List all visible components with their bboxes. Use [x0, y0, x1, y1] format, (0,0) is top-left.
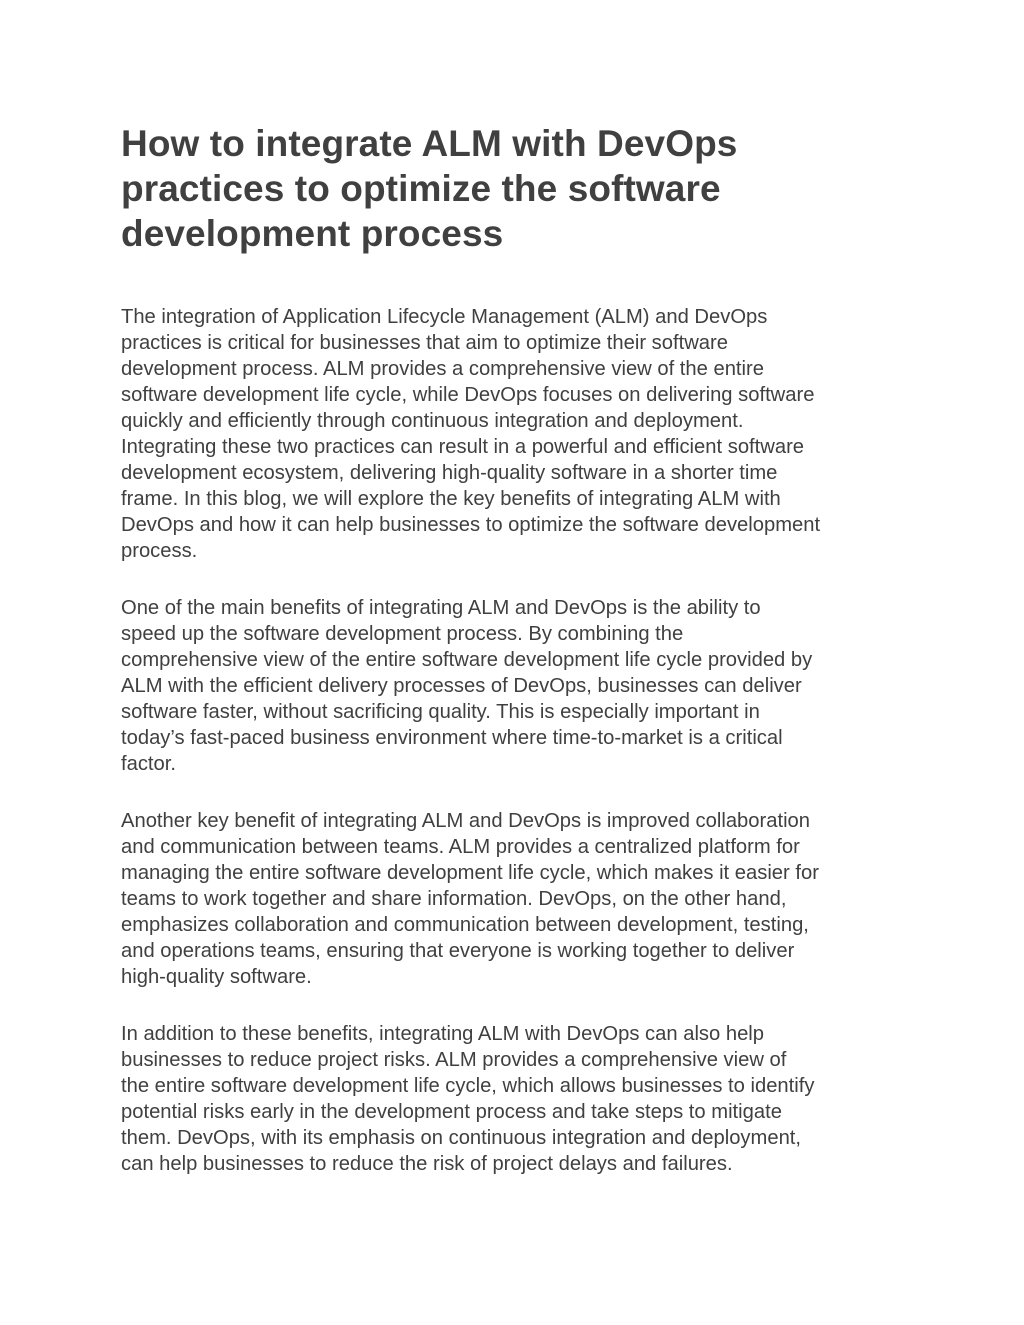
paragraph-collaboration: Another key benefit of integrating ALM and DevOps is improved collaboration and communication between teams. ALM provides a centralized platform for managing the entire software development life cycle, which makes it easier for teams to work together and share information. DevOps, on the other hand, emphasizes collaboration and communication between development, testing, and operations teams, ensuring that everyone is working together to deliver high-quality software. [121, 810, 819, 988]
article [121, 121, 921, 1177]
paragraph-intro: The integration of Application Lifecycle Management (ALM) and DevOps practices is critical for businesses that aim to optimize their software development process. ALM provides a comprehensive view of the entire software development life cycle, while DevOps focuses on delivering software quickly and efficiently through continuous integration and deployment. Integrating these two practices can result in a powerful and efficient software development ecosystem, delivering high-quality software in a shorter time frame. In this blog, we will explore the key benefits of integrating ALM with DevOps and how it can help businesses to optimize the software development process. [121, 306, 821, 562]
paragraph-speed: One of the main benefits of integrating ALM and DevOps is the ability to speed up the software development process. By combining the comprehensive view of the entire software development life cycle provided by ALM with the efficient delivery processes of DevOps, businesses can deliver software faster, without sacrificing quality. This is especially important in today’s fast-paced business environment where time-to-market is a critical factor. [121, 597, 813, 775]
paragraph-risks: In addition to these benefits, integrating ALM with DevOps can also help businesses to reduce project risks. ALM provides a comprehensive view of the entire software development life cycle, which allows businesses to identify potential risks early in the development process and take steps to mitigate them. DevOps, with its emphasis on continuous integration and deployment, can help businesses to reduce the risk of project delays and failures. [121, 1023, 815, 1175]
article-title: How to integrate ALM with DevOps practices to optimize the software development process [121, 123, 738, 254]
